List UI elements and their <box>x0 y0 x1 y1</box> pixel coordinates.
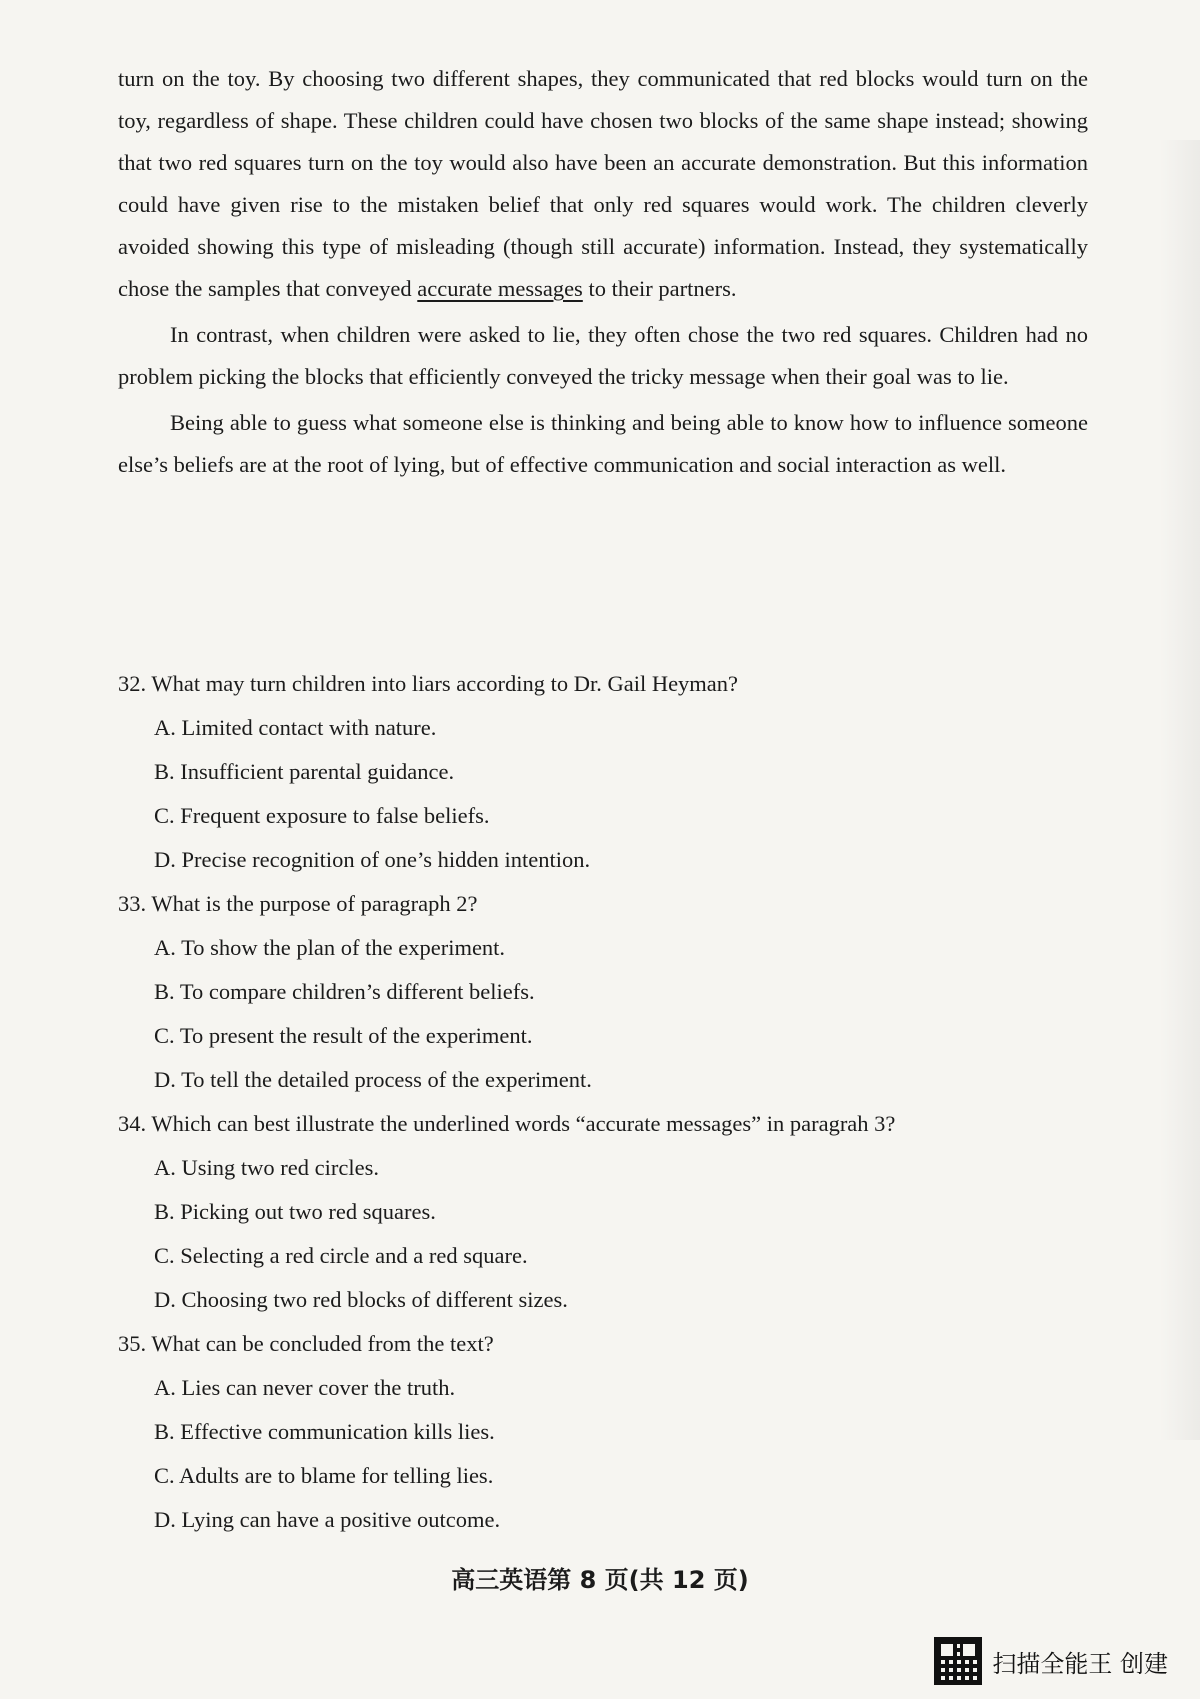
question-32 <box>118 662 1088 882</box>
passage-paragraph-continued <box>118 58 1088 310</box>
passage-paragraph-contrast: In contrast, when children were asked to lie, they often chose the two red squares. Children had no problem picking the blocks that efficiently conveyed the tricky message when their goal was to lie. <box>118 322 1088 389</box>
option-a: A. To show the plan of the experiment. <box>154 935 506 960</box>
underlined-accurate-messages: accurate messages <box>417 276 583 301</box>
question-stem: 33. What is the purpose of paragraph 2? <box>118 891 478 916</box>
page-footer: 高三英语第 8 页(共 12 页) <box>451 1566 749 1594</box>
paragraph-text-before: turn on the toy. By choosing two different shapes, they communicated that red blocks would turn on the toy, regardless of shape. These children could have chosen two blocks of the same shape instead; showing that two red squares turn on the toy would also have been an accurate demonstration. But this information could have given rise to the mistaken belief that only red squares would work. The children cleverly avoided showing this type of misleading (though still accurate) information. Instead, they systematically chose the samples that conveyed <box>118 66 1088 301</box>
option-c: C. Adults are to blame for telling lies. <box>154 1463 494 1488</box>
passage-paragraph-conclusion: Being able to guess what someone else is thinking and being able to know how to influence someone else’s beliefs are at the root of lying, but of effective communication and social interaction as well. <box>118 410 1088 477</box>
option-a: A. Lies can never cover the truth. <box>154 1375 456 1400</box>
option-b: B. Picking out two red squares. <box>154 1199 436 1224</box>
question-list <box>118 662 1088 1542</box>
option-d: D. Choosing two red blocks of different sizes. <box>154 1287 568 1312</box>
question-33 <box>118 882 1088 1102</box>
option-b: B. To compare children’s different beliefs. <box>154 979 535 1004</box>
question-stem: 35. What can be concluded from the text? <box>118 1331 494 1356</box>
option-a: A. Limited contact with nature. <box>154 715 437 740</box>
option-c: C. Frequent exposure to false beliefs. <box>154 803 490 828</box>
question-stem: 32. What may turn children into liars according to Dr. Gail Heyman? <box>118 671 739 696</box>
option-d: D. Precise recognition of one’s hidden intention. <box>154 847 591 872</box>
option-d: D. To tell the detailed process of the experiment. <box>154 1067 592 1092</box>
question-35 <box>118 1322 1088 1542</box>
option-b: B. Effective communication kills lies. <box>154 1419 495 1444</box>
scanner-watermark <box>934 1636 1168 1686</box>
option-c: C. To present the result of the experiment. <box>154 1023 533 1048</box>
question-34 <box>118 1102 1088 1322</box>
option-d: D. Lying can have a positive outcome. <box>154 1507 501 1532</box>
question-stem: 34. Which can best illustrate the underlined words “accurate messages” in paragrah 3? <box>118 1111 896 1136</box>
qr-code-icon <box>934 1637 982 1685</box>
paragraph-text-after: to their partners. <box>582 276 737 301</box>
show-through-shadow <box>1160 140 1200 1440</box>
reading-passage <box>118 58 1088 486</box>
option-c: C. Selecting a red circle and a red square. <box>154 1243 528 1268</box>
option-b: B. Insufficient parental guidance. <box>154 759 455 784</box>
watermark-text: 扫描全能王 创建 <box>992 1649 1168 1678</box>
option-a: A. Using two red circles. <box>154 1155 379 1180</box>
